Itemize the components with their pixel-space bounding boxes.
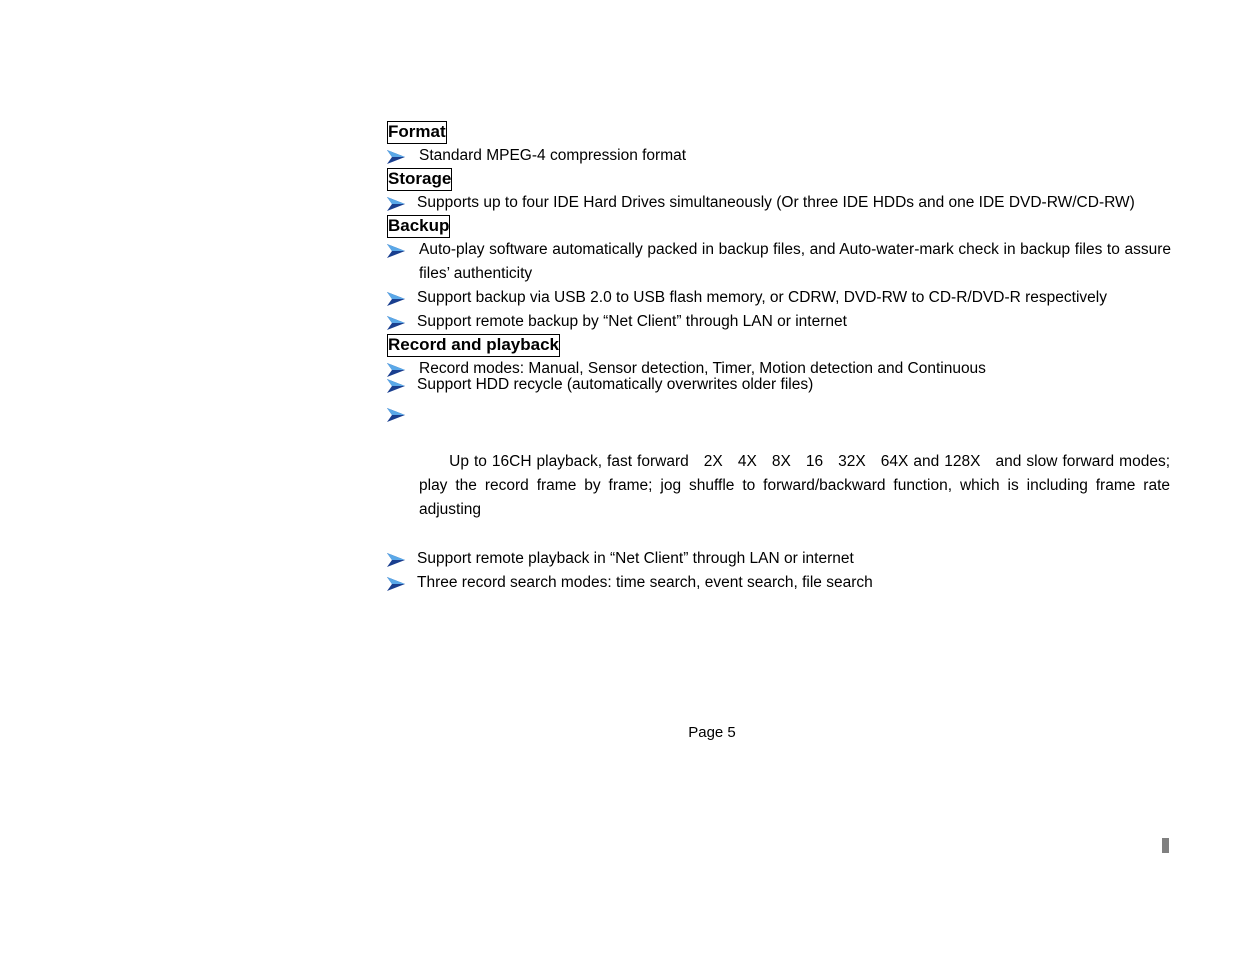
page-number: Page 5: [688, 724, 736, 741]
list-item: [387, 238, 1171, 286]
blue-arrow-icon: [387, 316, 405, 330]
list-item: [387, 286, 1177, 310]
section-heading: Record and playback: [387, 334, 560, 357]
list-item-text: Auto-play software automatically packed in backup files, and Auto-water-mark check in backup files to assure files’ authenticity: [419, 241, 1171, 282]
blue-arrow-icon: [387, 408, 405, 422]
section-format: [387, 121, 1177, 168]
blue-arrow-icon: [387, 379, 405, 393]
list-item: [387, 361, 1177, 377]
list-item: [387, 377, 1177, 393]
list-item: [387, 571, 1177, 595]
list-item-text: Record modes: Manual, Sensor detection, Timer, Motion detection and Continuous: [419, 360, 986, 377]
list-item: [387, 547, 1177, 571]
blue-arrow-icon: [387, 197, 405, 211]
section-storage: [387, 168, 1177, 215]
blue-arrow-icon: [387, 363, 405, 377]
list-item-text: Standard MPEG-4 compression format: [419, 147, 687, 164]
list-item-text: Supports up to four IDE Hard Drives simultaneously (Or three IDE HDDs and one IDE DVD-RW/CD-RW): [417, 194, 1135, 211]
list-item-text: Three record search modes: time search, event search, file search: [417, 574, 873, 591]
list-item: [387, 191, 1177, 215]
blue-arrow-icon: [387, 553, 405, 567]
section-heading: Format: [387, 121, 447, 144]
list-item-text: Support backup via USB 2.0 to USB flash memory, or CDRW, DVD-RW to CD-R/DVD-R respectively: [417, 289, 1107, 306]
section-heading: Storage: [387, 168, 452, 191]
list-item: [387, 310, 1177, 334]
section-record-playback: [387, 334, 1177, 595]
list-item-text: Support HDD recycle (automatically overwrites older files): [417, 376, 814, 393]
section-heading: Backup: [387, 215, 450, 238]
list-item: [387, 144, 1177, 168]
document-body: [387, 121, 1177, 595]
blue-arrow-icon: [387, 577, 405, 591]
blue-arrow-icon: [387, 292, 405, 306]
blue-arrow-icon: [387, 244, 405, 258]
list-item-text: Up to 16CH playback, fast forward 2X 4X 8X 16 32X 64X and 128X and slow forward modes; play the record frame by frame; jog shuffle to forward/backward function, which is including frame rate adjusting: [419, 453, 1175, 518]
list-item-text: Support remote backup by “Net Client” through LAN or internet: [417, 313, 847, 330]
section-backup: [387, 215, 1177, 334]
list-item-text: Support remote playback in “Net Client” through LAN or internet: [417, 550, 854, 567]
corner-mark: [1162, 838, 1169, 853]
list-item: [387, 402, 1175, 546]
blue-arrow-icon: [387, 150, 405, 164]
